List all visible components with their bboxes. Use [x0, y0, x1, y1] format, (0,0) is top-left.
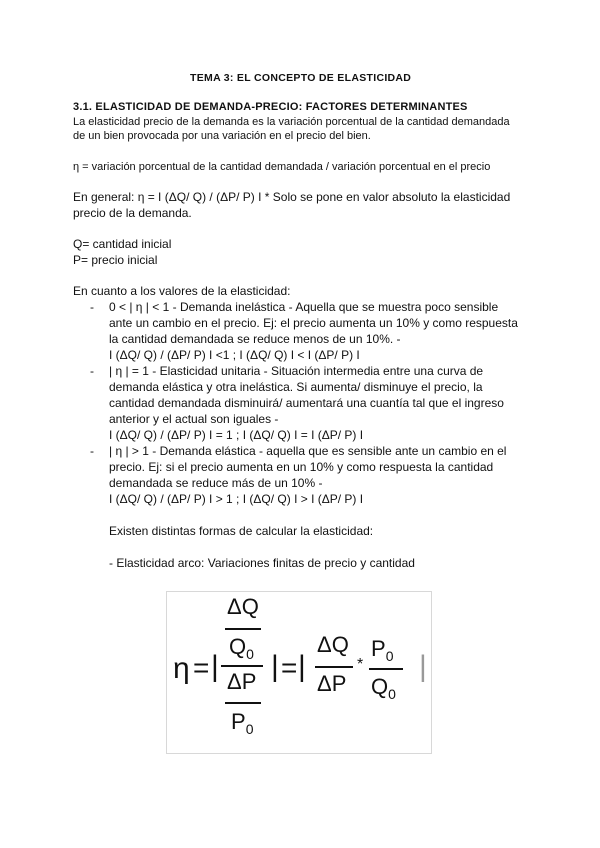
arc-elasticity-formula: [166, 591, 432, 754]
formula-equals: =: [281, 652, 298, 683]
formula-sub-0: 0: [246, 646, 254, 662]
methods-text: Existen distintas formas de calcular la elasticidad:: [109, 524, 374, 538]
general-line-2: precio de la demanda.: [73, 206, 192, 220]
values-intro: En cuanto a los valores de la elasticidad:: [73, 284, 291, 298]
p-definition: P= precio inicial: [73, 253, 158, 267]
list-item-line: I (ΔQ/ Q) / (ΔP/ P) I = 1 ; I (ΔQ/ Q) I = I (ΔP/ P) I: [109, 428, 364, 442]
list-dash: -: [90, 364, 94, 378]
list-item-line: | η | > 1 - Demanda elástica - aquella que es sensible ante un cambio en el: [109, 444, 507, 458]
list-item-line: demandada se reduce más de un 10% -: [109, 476, 323, 490]
intro-line-1: La elasticidad precio de la demanda es la variación porcentual de la cantidad demandada: [73, 116, 510, 128]
list-item-line: cantidad demandada disminuirá/ aumentará una cuantía tal que el ingreso: [109, 396, 504, 410]
formula-bar-small: [225, 702, 261, 704]
list-item-line: I (ΔQ/ Q) / (ΔP/ P) I <1 ; I (ΔQ/ Q) I < I (ΔP/ P) I: [109, 348, 360, 362]
formula-sub-0: 0: [388, 686, 396, 702]
list-item-line: ante un cambio en el precio. Ej: el precio aumenta un 10% y como respuesta: [109, 316, 518, 330]
list-item-line: | η | = 1 - Elasticidad unitaria - Situación intermedia entre una curva de: [109, 364, 484, 378]
formula-q-letter: Q: [371, 674, 389, 699]
list-item-line: la cantidad demandada se reduce menos de un 10%. -: [109, 332, 401, 346]
formula-delta-p: ΔP: [317, 671, 347, 696]
list-item-line: precio. Ej: si el precio aumenta en un 10% y como respuesta la cantidad: [109, 460, 494, 474]
formula-p0: [231, 709, 253, 737]
formula-times: *: [357, 656, 364, 673]
formula-abs-bar: |: [211, 650, 219, 683]
formula-delta-q: ΔQ: [317, 632, 349, 657]
formula-q0: [229, 634, 254, 662]
formula-abs-bar: |: [419, 650, 427, 683]
formula-p0: [371, 636, 393, 664]
list-dash: -: [90, 300, 94, 314]
eta-definition: η = variación porcentual de la cantidad demandada / variación porcentual en el precio: [73, 161, 491, 173]
list-item-line: 0 < | η | < 1 - Demanda inelástica - Aquella que se muestra poco sensible: [109, 300, 499, 314]
general-line-1: En general: η = I (ΔQ/ Q) / (ΔP/ P) I * Solo se pone en valor absoluto la elasticidad: [73, 190, 511, 204]
formula-p-letter: P: [231, 709, 246, 734]
formula-main-bar: [221, 665, 263, 667]
formula-delta-p: ΔP: [227, 669, 257, 694]
section-heading: 3.1. ELASTICIDAD DE DEMANDA-PRECIO: FACTORES DETERMINANTES: [73, 101, 468, 113]
formula-bar-small: [225, 628, 261, 630]
formula-delta-q: ΔQ: [227, 594, 259, 619]
formula-q-letter: Q: [229, 634, 247, 659]
page-title: TEMA 3: EL CONCEPTO DE ELASTICIDAD: [190, 72, 412, 84]
formula-sub-0: 0: [385, 648, 394, 664]
formula-q0: [371, 674, 396, 702]
list-dash: -: [90, 444, 94, 458]
formula-sub-0: 0: [245, 721, 254, 737]
formula-bar-small: [369, 668, 403, 670]
formula-abs-bar: |: [271, 650, 279, 683]
formula-equals: =: [193, 652, 210, 683]
formula-p-letter: P: [371, 636, 386, 661]
arc-elasticity-text: - Elasticidad arco: Variaciones finitas de precio y cantidad: [109, 556, 415, 570]
formula-bar-small: [315, 666, 353, 668]
list-item-line: demanda elástica y otra inelástica. Si aumenta/ disminuye el precio, la: [109, 380, 483, 394]
intro-line-2: de un bien provocada por una variación en el precio del bien.: [73, 130, 371, 142]
formula-eta: η: [173, 652, 190, 685]
q-definition: Q= cantidad inicial: [73, 237, 172, 251]
list-item-line: anterior y el actual son iguales -: [109, 412, 279, 426]
formula-abs-bar: |: [298, 650, 306, 683]
list-item-line: I (ΔQ/ Q) / (ΔP/ P) I > 1 ; I (ΔQ/ Q) I > I (ΔP/ P) I: [109, 492, 364, 506]
